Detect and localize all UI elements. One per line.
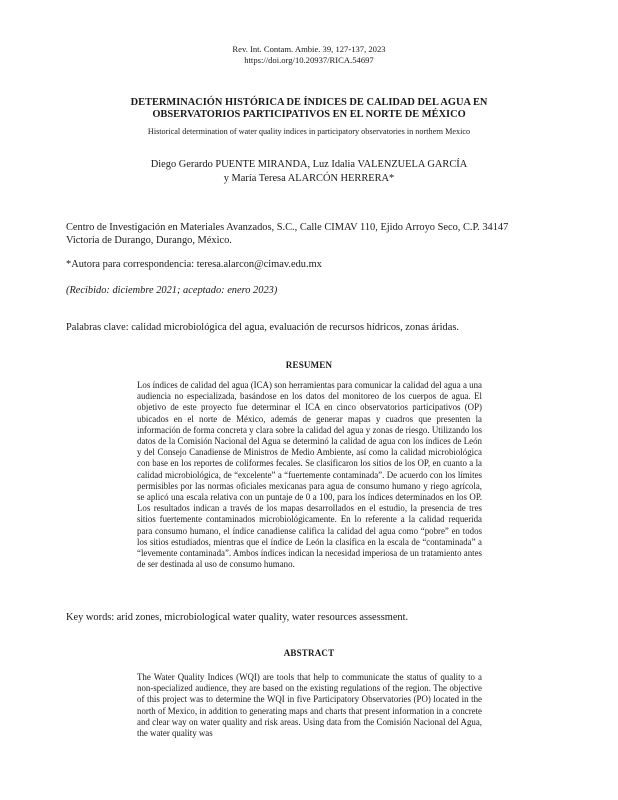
authors-line: y María Teresa ALARCÓN HERRERA* xyxy=(223,173,395,184)
authors xyxy=(0,158,618,186)
title-line: DETERMINACIÓN HISTÓRICA DE ÍNDICES DE CALIDAD DEL AGUA EN xyxy=(130,97,488,108)
journal-citation: Rev. Int. Contam. Ambie. 39, 127-137, 2023 xyxy=(232,44,386,54)
received-dates: (Recibido: diciembre 2021; aceptado: enero 2023) xyxy=(66,285,278,296)
resumen-heading: RESUMEN xyxy=(285,360,333,370)
article-title xyxy=(0,97,618,121)
authors-line: Diego Gerardo PUENTE MIRANDA, Luz Idalia VALENZUELA GARCÍA xyxy=(150,159,468,170)
affiliation xyxy=(66,222,566,247)
abstract-heading: ABSTRACT xyxy=(283,648,335,658)
journal-header xyxy=(0,44,618,66)
journal-doi[interactable]: https://doi.org/10.20937/RICA.54697 xyxy=(244,55,374,65)
abstract-text: The Water Quality Indices (WQI) are tools that help to communicate the status of quality to a non-specialized audience, they are based on the existing regulations of the region. The objective of this project was to determine the WQI in five Participatory Observatories (PO) located in the north of Mexico, in addition to generating maps and charts that present information in a concrete and clear way on water quality and risk areas. Using data from the Comisión Nacional del Agua, the water quality was xyxy=(137,672,482,739)
english-title: Historical determination of water quality indices in participatory observatories in northern Mexico xyxy=(147,127,471,136)
affiliation-line: Victoria de Durango, Durango, México. xyxy=(66,234,232,246)
correspondence: *Autora para correspondencia: teresa.alarcon@cimav.edu.mx xyxy=(66,259,322,270)
keywords-es: Palabras clave: calidad microbiológica del agua, evaluación de recursos hídricos, zonas áridas. xyxy=(66,322,459,333)
keywords-en: Key words: arid zones, microbiological water quality, water resources assessment. xyxy=(66,612,409,623)
title-line: OBSERVATORIOS PARTICIPATIVOS EN EL NORTE DE MÉXICO xyxy=(152,109,466,120)
affiliation-line: Centro de Investigación en Materiales Avanzados, S.C., Calle CIMAV 110, Ejido Arroyo Seco, C.P. 34147 xyxy=(66,222,509,233)
resumen-text: Los índices de calidad del agua (ICA) son herramientas para comunicar la calidad del agua a una audiencia no especializada, basándose en los datos del monitoreo de los cuerpos de agua. El objetivo de este proyecto fue determinar el ICA en cinco observatorios participativos (OP) ubicados en el norte de México, además de generar mapas y cuadros que presenten la información de forma concreta y clara sobre la calidad del agua y zonas de riesgo. Utilizando los datos de la Comisión Nacional del Agua se determinó la calidad de agua con los índices de León y del Consejo Canadiense de Ministros de Medio Ambiente, así como la calidad microbiológica con base en los reportes de coliformes fecales. Se clasificaron los sitios de los OP, en cuanto a la calidad microbiológica, de “excelente” a “fuertemente contaminada”. De acuerdo con los límites permisibles por las normas oficiales mexicanas para agua de consumo humano y riego agrícola, se aplicó una escala relativa con un puntaje de 0 a 100, para los índices determinados en los OP. Los resultados indican a través de los mapas desarrollados en el estudio, la presencia de tres sitios fuertemente contaminados microbiológicamente. En lo referente a la calidad requerida para consumo humano, el índice canadiense califica la calidad del agua como “pobre” en todos los sitios estudiados, mientras que el índice de León la clasifica en la escala de “contaminada” a “levemente contaminada”. Ambos índices indican la necesidad imperiosa de un tratamiento antes de ser destinada al uso de consumo humano. xyxy=(137,380,483,570)
